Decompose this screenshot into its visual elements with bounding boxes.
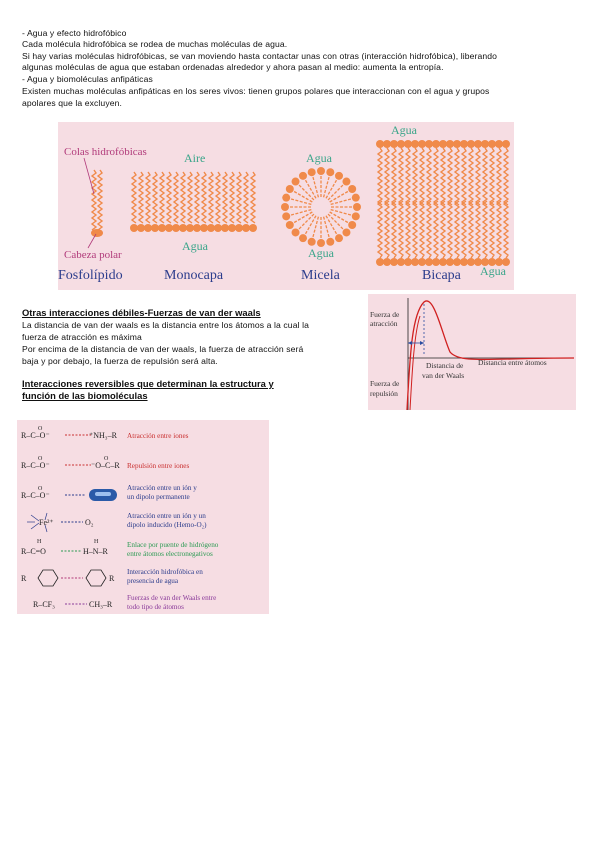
lipid-head bbox=[292, 228, 300, 236]
lipid-head bbox=[335, 172, 343, 180]
lipid-head bbox=[326, 238, 334, 246]
row2-label: Repulsión entre iones bbox=[127, 462, 190, 470]
row4-left-chem: Fe²⁺ bbox=[39, 518, 54, 527]
svg-text:H: H bbox=[37, 539, 42, 545]
svg-text:O: O bbox=[104, 456, 109, 462]
lipid-head bbox=[439, 258, 447, 266]
lipid-head bbox=[383, 258, 391, 266]
lipid-head bbox=[179, 224, 187, 232]
section3-heading-line1: Interacciones reversibles que determinan la estructura y bbox=[22, 378, 274, 389]
lipid-head bbox=[335, 234, 343, 242]
lipid-head bbox=[432, 140, 440, 148]
row6-left-chem: R bbox=[21, 574, 27, 583]
lipid-head bbox=[292, 178, 300, 186]
lipid-head bbox=[286, 185, 294, 193]
lipid-head bbox=[418, 258, 426, 266]
lipid-structures-figure bbox=[58, 122, 514, 290]
lipid-head bbox=[453, 140, 461, 148]
lipid-head bbox=[460, 258, 468, 266]
van-der-waals-graph bbox=[368, 294, 576, 410]
label-monocapa: Monocapa bbox=[164, 268, 224, 283]
lipid-head bbox=[165, 224, 173, 232]
section2-line1: La distancia de van der waals es la distancia entre los átomos a la cual la bbox=[22, 320, 309, 330]
lipid-head bbox=[228, 224, 236, 232]
lipid-head bbox=[404, 140, 412, 148]
lipid-head bbox=[235, 224, 243, 232]
lipid-head bbox=[207, 224, 215, 232]
lipid-head bbox=[200, 224, 208, 232]
section3-heading-line2: función de las biomoléculas bbox=[22, 390, 148, 401]
section2-line4: baja y por debajo, la fuerza de repulsión será alta. bbox=[22, 356, 218, 366]
lipid-head bbox=[411, 140, 419, 148]
section1-line3: algunas moléculas de agua que estaban ordenadas alrededor y ahora pasan al medio: aumenta la entropía. bbox=[22, 62, 444, 72]
row1-right-chem: ⁺NH₃–R bbox=[89, 431, 117, 440]
lipid-head bbox=[397, 258, 405, 266]
graph-fuerza-repulsion-2: repulsión bbox=[370, 389, 398, 398]
lipid-head bbox=[342, 228, 350, 236]
lipid-head bbox=[299, 234, 307, 242]
lipid-head bbox=[151, 224, 159, 232]
row4-label-2: dipolo inducido (Hemo-O₂) bbox=[127, 521, 207, 529]
svg-text:O: O bbox=[38, 486, 43, 492]
lipid-head bbox=[460, 140, 468, 148]
lipid-head bbox=[317, 167, 325, 175]
lipid-head bbox=[376, 258, 384, 266]
row4-right-chem: O₂ bbox=[85, 518, 94, 527]
lipid-head bbox=[137, 224, 145, 232]
lipid-head bbox=[411, 258, 419, 266]
lipid-head bbox=[130, 224, 138, 232]
lipid-head bbox=[390, 140, 398, 148]
lipid-head bbox=[446, 258, 454, 266]
lipid-head bbox=[299, 172, 307, 180]
lipid-head bbox=[342, 178, 350, 186]
lipid-head bbox=[446, 140, 454, 148]
lipid-head bbox=[425, 140, 433, 148]
lipid-head bbox=[249, 224, 257, 232]
row1-label: Atracción entre iones bbox=[127, 432, 189, 440]
row1-left-chem: R–C–O⁻ bbox=[21, 431, 50, 440]
lipid-head bbox=[502, 140, 510, 148]
lipid-head bbox=[348, 221, 356, 229]
lipid-head bbox=[172, 224, 180, 232]
lipid-head bbox=[352, 194, 360, 202]
lipid-head bbox=[383, 140, 391, 148]
label-agua-micela-top: Agua bbox=[306, 151, 332, 165]
lipid-head bbox=[282, 194, 290, 202]
section2-line2: fuerza de atracción es máxima bbox=[22, 332, 142, 342]
row6-right-chem: R bbox=[109, 574, 115, 583]
row2-right-chem: ⁻O–C–R bbox=[91, 461, 120, 470]
section1-line1: Cada molécula hidrofóbica se rodea de muchas moléculas de agua. bbox=[22, 39, 288, 49]
lipid-head bbox=[282, 212, 290, 220]
row5-right-chem: H–N–R bbox=[83, 547, 108, 556]
label-bicapa: Bicapa bbox=[422, 268, 461, 283]
row5-label-2: entre átomos electronegativos bbox=[127, 550, 213, 558]
section2-heading: Otras interacciones débiles-Fuerzas de van der waals bbox=[22, 307, 261, 318]
lipid-head bbox=[467, 258, 475, 266]
row5-left-chem: R–C=O bbox=[21, 547, 46, 556]
lipid-head bbox=[425, 258, 433, 266]
lipid-head bbox=[193, 224, 201, 232]
lipid-head bbox=[352, 212, 360, 220]
section2-line3: Por encima de la distancia de van der waals, la fuerza de atracción será bbox=[22, 344, 304, 354]
label-micela: Micela bbox=[301, 268, 340, 283]
label-agua-monocapa: Agua bbox=[182, 239, 208, 253]
graph-fuerza-atraccion-1: Fuerza de bbox=[370, 310, 400, 319]
lipid-head bbox=[221, 224, 229, 232]
label-cabeza-polar: Cabeza polar bbox=[64, 249, 122, 261]
row6-label-2: presencia de agua bbox=[127, 577, 179, 585]
lipid-head bbox=[376, 140, 384, 148]
graph-distancia-label-1: Distancia de bbox=[426, 361, 464, 370]
lipid-head bbox=[91, 229, 103, 237]
svg-text:O: O bbox=[38, 426, 43, 432]
lipid-head bbox=[432, 258, 440, 266]
graph-distancia-label-2: van der Waals bbox=[422, 371, 465, 380]
lipid-head bbox=[404, 258, 412, 266]
row7-right-chem: CH₃–R bbox=[89, 600, 113, 609]
lipid-head bbox=[495, 140, 503, 148]
label-colas-hidrofobicas: Colas hidrofóbicas bbox=[64, 146, 147, 158]
label-fosfolipido: Fosfolípido bbox=[58, 268, 123, 283]
section1-line5: apolares que la excluyen. bbox=[22, 98, 122, 108]
row2-left-chem: R–C–O⁻ bbox=[21, 461, 50, 470]
lipid-head bbox=[353, 203, 361, 211]
section1-line2: Si hay varias moléculas hidrofóbicas, se van moviendo hasta contactar unas con otras (interacción hidrofóbica), liberando bbox=[22, 51, 497, 61]
lipid-head bbox=[488, 140, 496, 148]
lipid-head bbox=[481, 140, 489, 148]
lipid-head bbox=[418, 140, 426, 148]
lipid-head bbox=[474, 140, 482, 148]
row4-label-1: Atracción entre un ión y un bbox=[127, 512, 206, 520]
lipid-head bbox=[242, 224, 250, 232]
lipid-head bbox=[308, 168, 316, 176]
row3-label-2: un dipolo permanente bbox=[127, 493, 190, 501]
label-agua-micela-bottom: Agua bbox=[308, 246, 334, 260]
interactions-figure bbox=[17, 420, 269, 614]
row3-label-1: Atracción entre un ión y bbox=[127, 484, 197, 492]
lipid-head bbox=[397, 140, 405, 148]
row7-label-1: Fuerzas de van der Waals entre bbox=[127, 594, 217, 602]
label-agua-bicapa-bottom: Agua bbox=[480, 264, 506, 278]
row5-label-1: Enlace por puente de hidrógeno bbox=[127, 541, 219, 549]
lipid-head bbox=[186, 224, 194, 232]
section1-heading: - Agua y efecto hidrofóbico bbox=[22, 28, 127, 38]
label-agua-bicapa-top: Agua bbox=[391, 123, 417, 137]
lipid-head bbox=[348, 185, 356, 193]
graph-fuerza-repulsion-1: Fuerza de bbox=[370, 379, 400, 388]
section1-line4: Existen muchas moléculas anfipáticas en los seres vivos: tienen grupos polares que interaccionan con el agua y grupos bbox=[22, 86, 490, 96]
row6-label-1: Interacción hidrofóbica en bbox=[127, 568, 203, 576]
lipid-head bbox=[214, 224, 222, 232]
row3-left-chem: R–C–O⁻ bbox=[21, 491, 50, 500]
graph-distancia-eje: Distancia entre átomos bbox=[478, 358, 547, 367]
lipid-head bbox=[308, 238, 316, 246]
lipid-head bbox=[326, 168, 334, 176]
svg-text:H: H bbox=[94, 539, 99, 545]
lipid-head bbox=[390, 258, 398, 266]
lipid-head bbox=[467, 140, 475, 148]
svg-text:O: O bbox=[38, 456, 43, 462]
lipid-head bbox=[144, 224, 152, 232]
section1-heading2: - Agua y biomoléculas anfipáticas bbox=[22, 74, 153, 84]
lipid-head bbox=[453, 258, 461, 266]
label-aire: Aire bbox=[184, 151, 206, 165]
lipid-head bbox=[158, 224, 166, 232]
row7-label-2: todo tipo de átomos bbox=[127, 603, 184, 611]
lipid-head bbox=[439, 140, 447, 148]
row7-left-chem: R–CF₃ bbox=[33, 600, 55, 609]
lipid-head bbox=[281, 203, 289, 211]
lipid-head bbox=[286, 221, 294, 229]
graph-fuerza-atraccion-2: atracción bbox=[370, 319, 398, 328]
